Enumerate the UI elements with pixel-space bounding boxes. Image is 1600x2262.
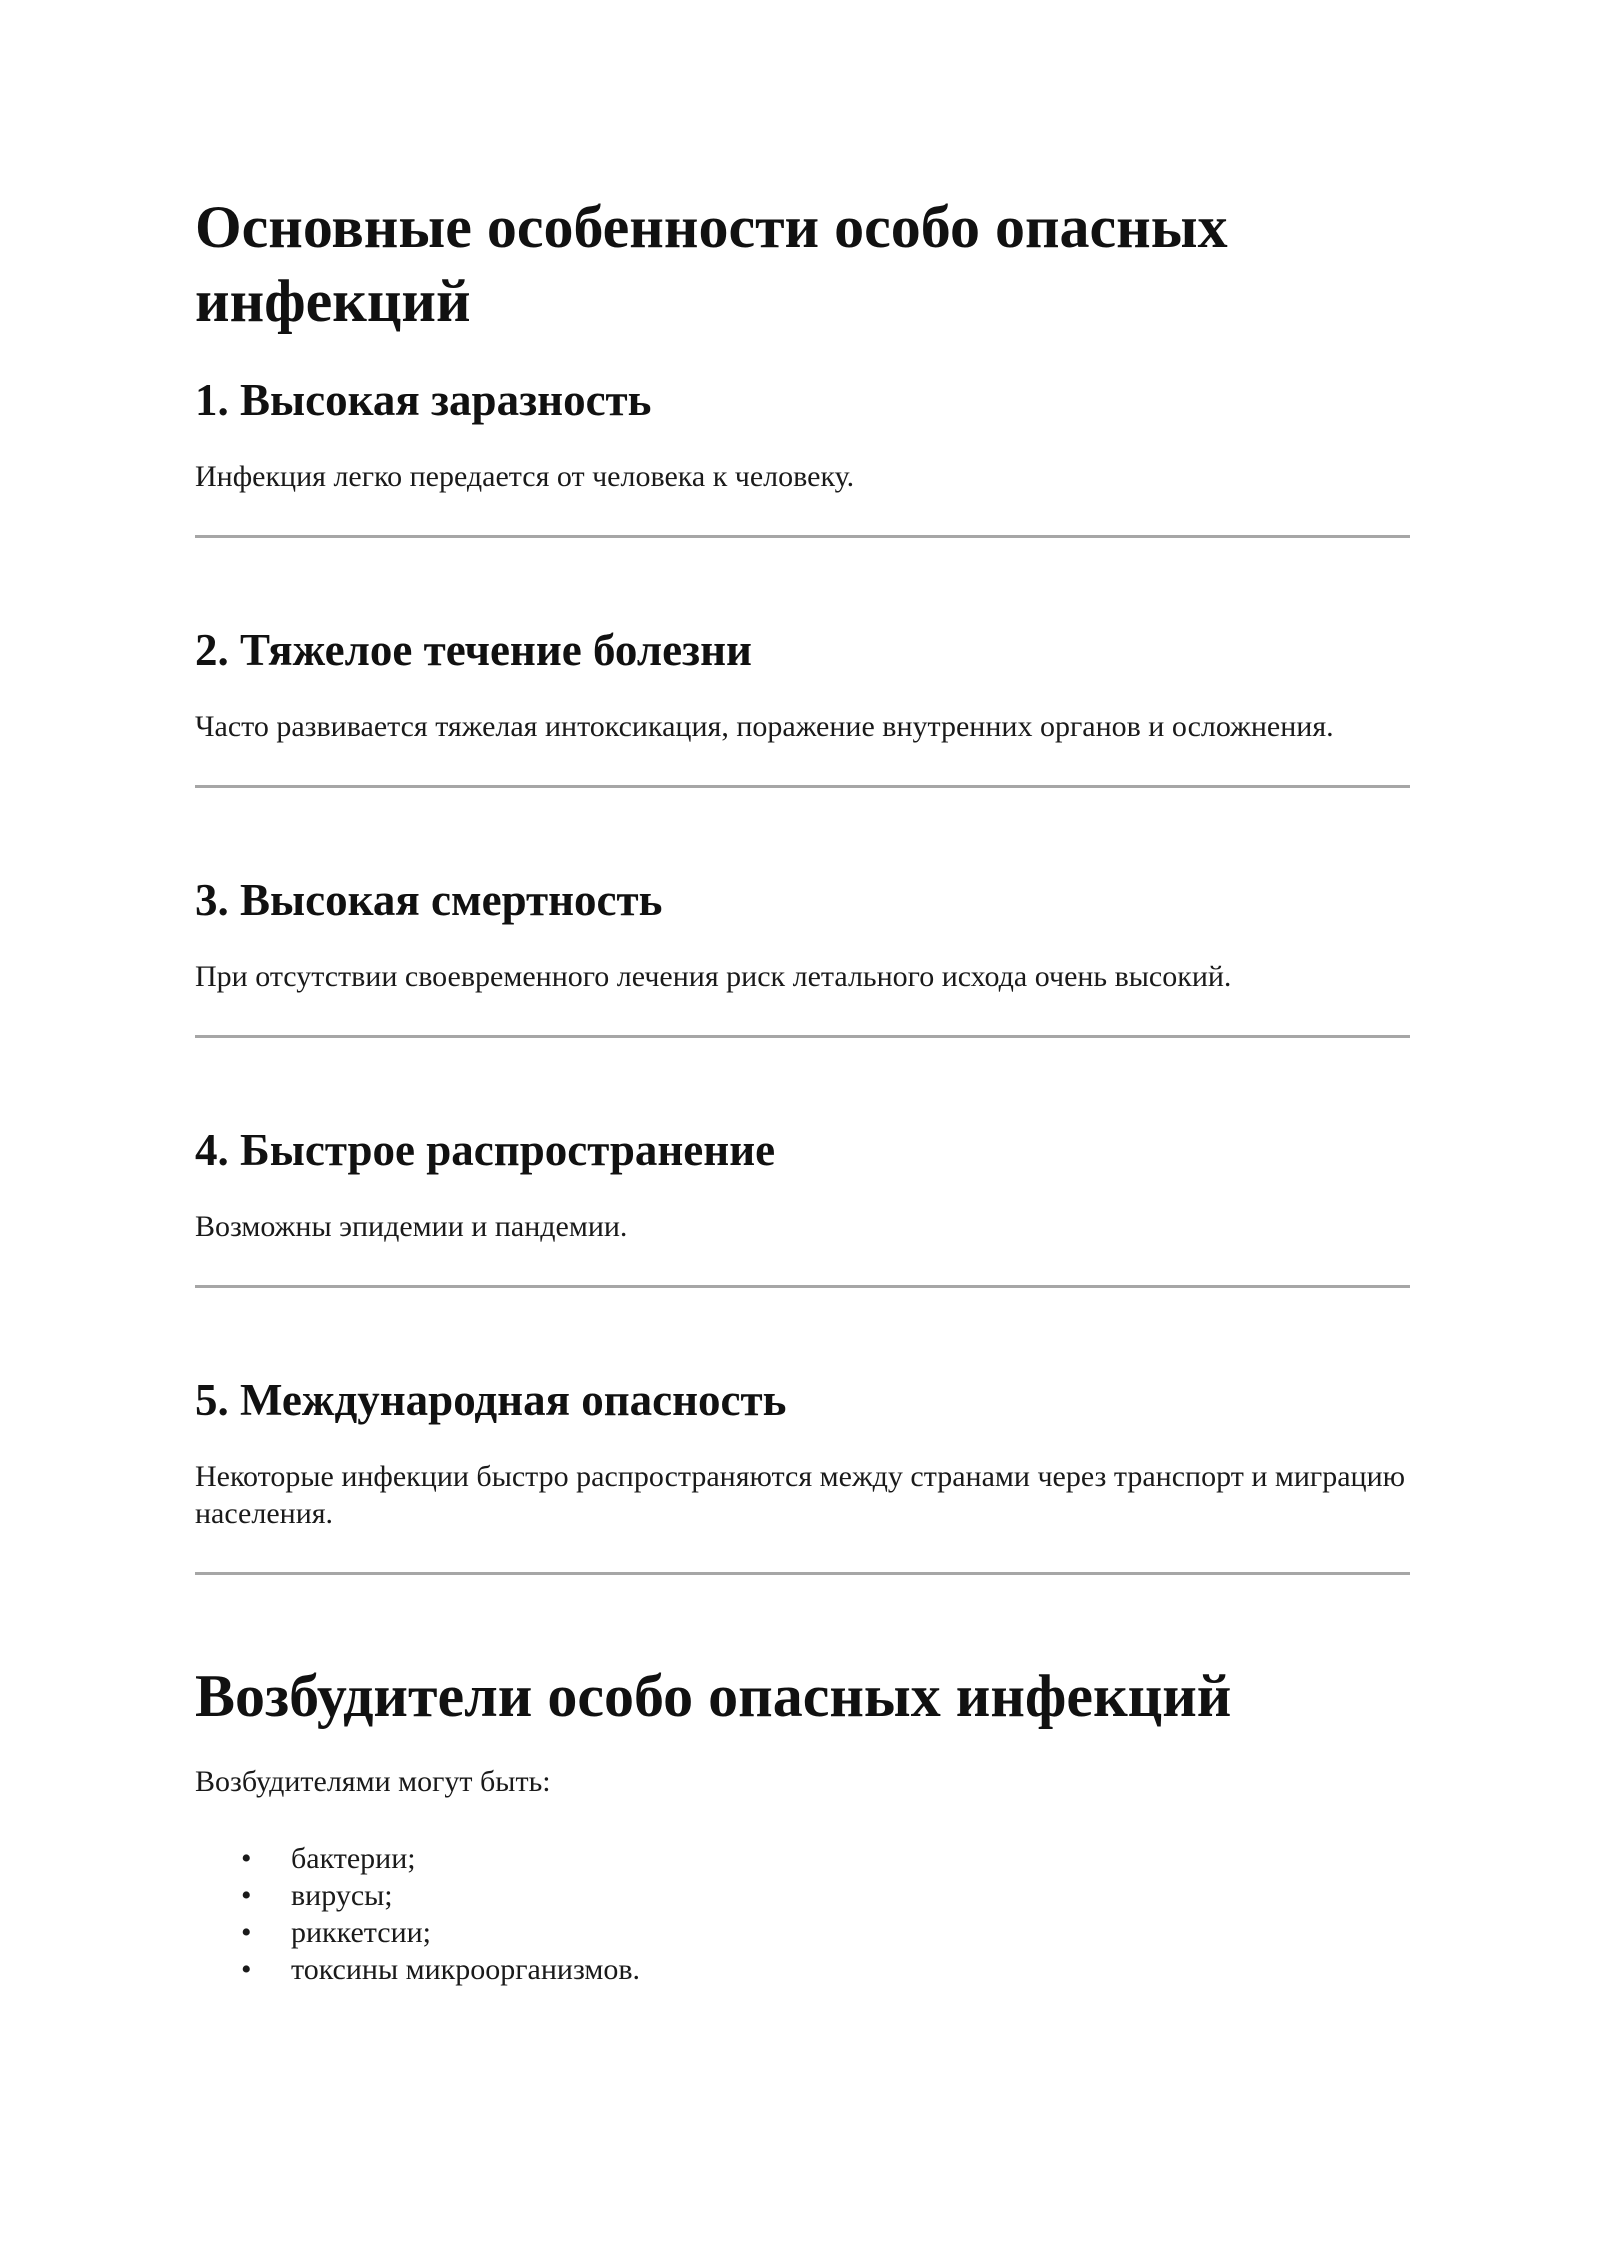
document-page [195, 190, 1410, 1988]
list-item [195, 1951, 1410, 1988]
list-item-text: риккетсии; [291, 1916, 432, 1949]
list-item [195, 1877, 1410, 1914]
section-text: Часто развивается тяжелая интоксикация, поражение внутренних органов и осложнения. [195, 710, 1334, 743]
section-text: Возможны эпидемии и пандемии. [195, 1210, 628, 1243]
section-heading: 3. Высокая смертность [195, 875, 663, 925]
section-divider [195, 1035, 1410, 1038]
bullet-icon: • [241, 1879, 252, 1912]
section-divider [195, 1285, 1410, 1288]
bullet-icon: • [241, 1842, 252, 1875]
section-divider [195, 535, 1410, 538]
list-item-text: токсины микроорганизмов. [291, 1953, 641, 1986]
feature-section-4 [195, 1122, 1410, 1288]
pathogen-list [195, 1840, 1410, 1988]
section-divider [195, 785, 1410, 788]
feature-section-5 [195, 1372, 1410, 1575]
section-text: Некоторые инфекции быстро распространяются между странами через транспорт и миграцию населения. [195, 1460, 1406, 1530]
list-item [195, 1840, 1410, 1877]
second-title: Возбудители особо опасных инфекций [195, 1663, 1232, 1729]
list-item-text: вирусы; [291, 1879, 393, 1912]
bullet-icon: • [241, 1953, 252, 1986]
page-title: Основные особенности особо опасных инфекций [195, 194, 1228, 334]
section-divider [195, 1572, 1410, 1575]
section-heading: 4. Быстрое распространение [195, 1125, 776, 1175]
section-text: Инфекция легко передается от человека к человеку. [195, 460, 855, 493]
list-item-text: бактерии; [291, 1842, 416, 1875]
section-text: При отсутствии своевременного лечения риск летального исхода очень высокий. [195, 960, 1232, 993]
section-heading: 2. Тяжелое течение болезни [195, 625, 752, 675]
list-item [195, 1914, 1410, 1951]
section-heading: 1. Высокая заразность [195, 375, 652, 425]
feature-section-3 [195, 872, 1410, 1038]
bullet-icon: • [241, 1916, 252, 1949]
feature-section-2 [195, 622, 1410, 788]
section-heading: 5. Международная опасность [195, 1375, 787, 1425]
feature-section-1 [195, 372, 1410, 538]
intro-text: Возбудителями могут быть: [195, 1765, 551, 1798]
